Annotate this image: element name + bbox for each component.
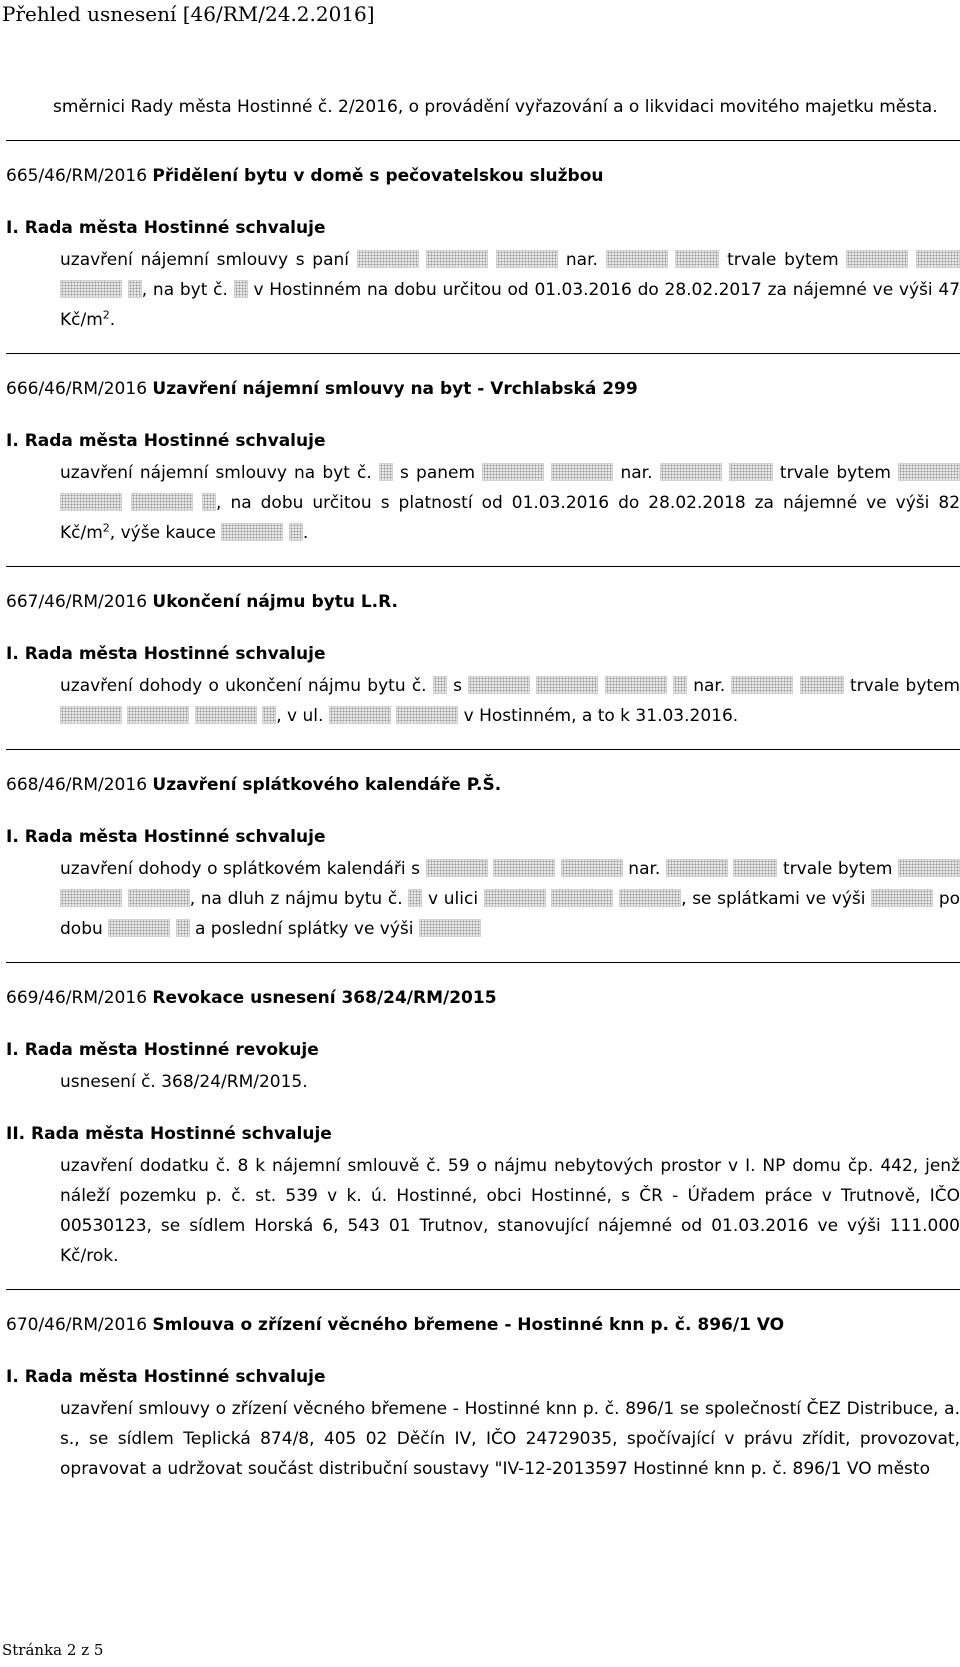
redaction bbox=[619, 889, 681, 907]
decision-heading: I. Rada města Hostinné schvaluje bbox=[6, 218, 326, 238]
redaction bbox=[108, 919, 170, 937]
resolution-666 bbox=[6, 374, 960, 567]
redaction bbox=[128, 280, 142, 298]
redaction bbox=[675, 250, 719, 268]
resolution-heading: Přidělení bytu v domě s pečovatelskou službou bbox=[152, 166, 604, 186]
redaction bbox=[551, 463, 613, 481]
resolution-heading: Uzavření splátkového kalendáře P.Š. bbox=[152, 775, 502, 795]
resolution-667 bbox=[6, 587, 960, 750]
redaction bbox=[536, 676, 598, 694]
decision-text: usnesení č. 368/24/RM/2015. bbox=[60, 1072, 308, 1092]
decision-text: uzavření smlouvy o zřízení věcného břemene - Hostinné knn p. č. 896/1 se společností ČEZ Distribuce, a. s., se sídlem Teplická 874/8, 405 02 Děčín IV, IČO 24729035, spočívající v právu zřídit, provozovat, opravovat a udržovat součást distribuční soustavy "IV-12-2013597 Hostinné knn p. č. 896/1 VO město bbox=[60, 1399, 960, 1479]
redaction bbox=[202, 493, 216, 511]
redaction bbox=[731, 676, 793, 694]
divider bbox=[6, 353, 960, 354]
redaction bbox=[898, 859, 960, 877]
resolution-number: 668/46/RM/2016 bbox=[6, 775, 148, 795]
redaction bbox=[551, 889, 613, 907]
decision-text: uzavření nájemní smlouvy s paní nar. trvale bytem , na byt č. v Hostinném na dobu určitou od 01.03.2016 do 28.02.2017 za nájemné ve výši 47 $Kč/m^2$. bbox=[60, 250, 960, 330]
decision-heading: I. Rada města Hostinné schvaluje bbox=[6, 431, 326, 451]
redaction bbox=[329, 706, 391, 724]
resolution-heading: Revokace usnesení 368/24/RM/2015 bbox=[152, 988, 497, 1008]
resolution-number: 665/46/RM/2016 bbox=[6, 166, 148, 186]
decision-text: uzavření dohody o ukončení nájmu bytu č. s nar. trvale bytem , v ul. v Hostinném, a to k 31.03.2016. bbox=[60, 676, 960, 726]
decision-text: uzavření dodatku č. 8 k nájemní smlouvě č. 59 o nájmu nebytových prostor v I. NP domu čp. 442, jenž náleží pozemku p. č. st. 539 v k. ú. Hostinné, obci Hostinné, s ČR - Úřadem práce v Trutnově, IČO 00530123, se sídlem Horská 6, 543 01 Trutnov, stanovující nájemné od 01.03.2016 ve výši 111.000 Kč/rok. bbox=[60, 1156, 960, 1266]
redaction bbox=[396, 706, 458, 724]
resolution-668 bbox=[6, 770, 960, 963]
redaction bbox=[800, 676, 844, 694]
redaction bbox=[60, 493, 122, 511]
redaction bbox=[666, 859, 728, 877]
redaction bbox=[898, 463, 960, 481]
resolution-title bbox=[6, 1310, 960, 1340]
redaction bbox=[673, 676, 687, 694]
decision-heading: II. Rada města Hostinné schvaluje bbox=[6, 1124, 332, 1144]
redaction bbox=[493, 859, 555, 877]
decision-heading: I. Rada města Hostinné schvaluje bbox=[6, 1367, 326, 1387]
redaction bbox=[221, 523, 283, 541]
redaction bbox=[426, 250, 488, 268]
redaction bbox=[357, 250, 419, 268]
document-body bbox=[6, 90, 960, 1635]
continuation-text: směrnici Rady města Hostinné č. 2/2016, o provádění vyřazování a o likvidaci movitého majetku města. bbox=[53, 97, 938, 117]
redaction bbox=[606, 250, 668, 268]
redaction bbox=[871, 889, 933, 907]
resolution-number: 670/46/RM/2016 bbox=[6, 1315, 148, 1335]
resolution-670 bbox=[6, 1310, 960, 1484]
redaction bbox=[408, 889, 422, 907]
resolution-665 bbox=[6, 161, 960, 354]
redaction bbox=[484, 889, 546, 907]
decision-heading: I. Rada města Hostinné schvaluje bbox=[6, 827, 326, 847]
decision-heading: I. Rada města Hostinné revokuje bbox=[6, 1040, 319, 1060]
redaction bbox=[605, 676, 667, 694]
redaction bbox=[176, 919, 190, 937]
decision-text: uzavření nájemní smlouvy na byt č. s panem nar. trvale bytem , na dobu určitou s platností od 01.03.2016 do 28.02.2018 za nájemné ve výši 82 $Kč/m^2$, výše kauce . bbox=[60, 463, 960, 543]
redaction bbox=[234, 280, 248, 298]
resolution-number: 666/46/RM/2016 bbox=[6, 379, 148, 399]
resolution-heading: Ukončení nájmu bytu L.R. bbox=[152, 592, 399, 612]
resolution-title bbox=[6, 374, 960, 404]
decision-text: uzavření dohody o splátkovém kalendáři s nar. trvale bytem , na dluh z nájmu bytu č. v ulici , se splátkami ve výši po dobu a poslední splátky ve výši bbox=[60, 859, 960, 939]
page-header: Přehled usnesení [46/RM/24.2.2016] bbox=[2, 2, 375, 26]
decision-heading: I. Rada města Hostinné schvaluje bbox=[6, 644, 326, 664]
redaction bbox=[426, 859, 488, 877]
redaction bbox=[433, 676, 447, 694]
redaction bbox=[496, 250, 558, 268]
resolution-heading: Smlouva o zřízení věcného břemene - Hostinné knn p. č. 896/1 VO bbox=[152, 1315, 785, 1335]
resolution-669 bbox=[6, 983, 960, 1290]
redaction bbox=[131, 493, 193, 511]
redaction bbox=[127, 706, 189, 724]
divider bbox=[6, 749, 960, 750]
resolution-title bbox=[6, 983, 960, 1013]
redaction bbox=[128, 889, 190, 907]
divider bbox=[6, 566, 960, 567]
redaction bbox=[733, 859, 777, 877]
redaction bbox=[289, 523, 303, 541]
redaction bbox=[561, 859, 623, 877]
redaction bbox=[262, 706, 276, 724]
redaction bbox=[846, 250, 908, 268]
redaction bbox=[419, 919, 481, 937]
redaction bbox=[60, 706, 122, 724]
divider bbox=[6, 1289, 960, 1290]
divider bbox=[6, 140, 960, 141]
redaction bbox=[379, 463, 393, 481]
resolution-heading: Uzavření nájemní smlouvy na byt - Vrchlabská 299 bbox=[152, 379, 638, 399]
page-footer: Stránka 2 z 5 bbox=[2, 1641, 104, 1659]
redaction bbox=[729, 463, 773, 481]
resolution-number: 669/46/RM/2016 bbox=[6, 988, 148, 1008]
redaction bbox=[195, 706, 257, 724]
redaction bbox=[482, 463, 544, 481]
resolution-title bbox=[6, 587, 960, 617]
resolution-number: 667/46/RM/2016 bbox=[6, 592, 148, 612]
divider bbox=[6, 962, 960, 963]
redaction bbox=[660, 463, 722, 481]
redaction bbox=[916, 250, 960, 268]
resolution-title bbox=[6, 770, 960, 800]
redaction bbox=[468, 676, 530, 694]
resolution-title bbox=[6, 161, 960, 191]
redaction bbox=[60, 889, 122, 907]
redaction bbox=[60, 280, 122, 298]
